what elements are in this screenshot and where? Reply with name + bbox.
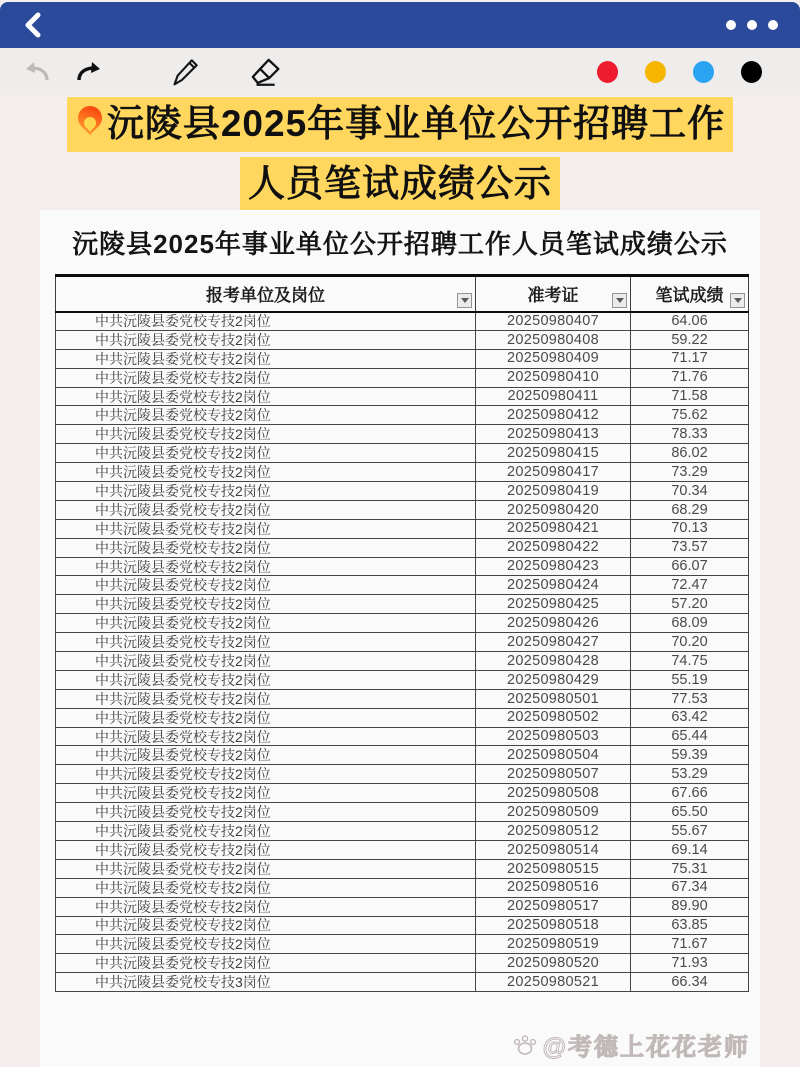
cell-unit: 中共沅陵县委党校专技2岗位 — [56, 500, 476, 519]
cell-score: 73.57 — [631, 538, 749, 557]
cell-unit: 中共沅陵县委党校专技2岗位 — [56, 312, 476, 331]
table-row — [56, 614, 749, 633]
table-row — [56, 897, 749, 916]
cell-ticket: 20250980507 — [476, 765, 631, 784]
cell-unit: 中共沅陵县委党校专技2岗位 — [56, 349, 476, 368]
table-row — [56, 557, 749, 576]
cell-score: 65.50 — [631, 803, 749, 822]
cell-unit: 中共沅陵县委党校专技2岗位 — [56, 557, 476, 576]
cell-ticket: 20250980420 — [476, 500, 631, 519]
cell-unit: 中共沅陵县委党校专技2岗位 — [56, 368, 476, 387]
cell-score: 74.75 — [631, 652, 749, 671]
cell-unit: 中共沅陵县委党校专技2岗位 — [56, 595, 476, 614]
table-row — [56, 387, 749, 406]
cell-unit: 中共沅陵县委党校专技3岗位 — [56, 973, 476, 992]
table-row — [56, 349, 749, 368]
scores-table — [55, 274, 749, 992]
pen-color-palette — [597, 61, 780, 83]
cell-unit: 中共沅陵县委党校专技2岗位 — [56, 935, 476, 954]
headline-line-1 — [0, 97, 800, 157]
cell-ticket: 20250980426 — [476, 614, 631, 633]
more-options-button[interactable] — [726, 20, 778, 30]
cell-score: 57.20 — [631, 595, 749, 614]
table-row — [56, 330, 749, 349]
cell-ticket: 20250980427 — [476, 633, 631, 652]
cell-score: 64.06 — [631, 312, 749, 331]
cell-unit: 中共沅陵县委党校专技2岗位 — [56, 387, 476, 406]
cell-ticket: 20250980515 — [476, 859, 631, 878]
cell-unit: 中共沅陵县委党校专技2岗位 — [56, 425, 476, 444]
cell-score: 63.85 — [631, 916, 749, 935]
cell-score: 55.19 — [631, 670, 749, 689]
cell-unit: 中共沅陵县委党校专技2岗位 — [56, 670, 476, 689]
cell-score: 70.20 — [631, 633, 749, 652]
table-row — [56, 519, 749, 538]
cell-ticket: 20250980419 — [476, 482, 631, 501]
filter-dropdown-icon[interactable] — [457, 293, 472, 308]
cell-score: 67.34 — [631, 878, 749, 897]
table-row — [56, 954, 749, 973]
cell-unit: 中共沅陵县委党校专技2岗位 — [56, 954, 476, 973]
undo-button[interactable] — [22, 58, 52, 86]
cell-ticket: 20250980503 — [476, 727, 631, 746]
redo-button[interactable] — [74, 58, 104, 86]
table-row — [56, 368, 749, 387]
table-row — [56, 746, 749, 765]
cell-unit: 中共沅陵县委党校专技2岗位 — [56, 689, 476, 708]
cell-score: 65.44 — [631, 727, 749, 746]
sheet-title: 沅陵县2025年事业单位公开招聘工作人员笔试成绩公示 — [72, 229, 728, 259]
cell-score: 68.29 — [631, 500, 749, 519]
cell-unit: 中共沅陵县委党校专技2岗位 — [56, 708, 476, 727]
table-row — [56, 708, 749, 727]
table-row — [56, 652, 749, 671]
cell-unit: 中共沅陵县委党校专技2岗位 — [56, 482, 476, 501]
cell-ticket: 20250980425 — [476, 595, 631, 614]
cell-score: 71.76 — [631, 368, 749, 387]
cell-ticket: 20250980423 — [476, 557, 631, 576]
cell-unit: 中共沅陵县委党校专技2岗位 — [56, 784, 476, 803]
table-header-row — [56, 276, 749, 312]
table-row — [56, 935, 749, 954]
cell-unit: 中共沅陵县委党校专技2岗位 — [56, 916, 476, 935]
redo-icon — [74, 58, 104, 86]
filter-dropdown-icon[interactable] — [730, 293, 745, 308]
pencil-button[interactable] — [170, 56, 200, 88]
cell-ticket: 20250980521 — [476, 973, 631, 992]
cell-ticket: 20250980519 — [476, 935, 631, 954]
table-row — [56, 538, 749, 557]
headline — [0, 97, 800, 217]
cell-unit: 中共沅陵县委党校专技2岗位 — [56, 406, 476, 425]
cell-score: 71.58 — [631, 387, 749, 406]
cell-ticket: 20250980410 — [476, 368, 631, 387]
color-yellow-button[interactable] — [645, 61, 666, 83]
cell-ticket: 20250980422 — [476, 538, 631, 557]
cell-score: 71.67 — [631, 935, 749, 954]
cell-ticket: 20250980509 — [476, 803, 631, 822]
cell-unit: 中共沅陵县委党校专技2岗位 — [56, 803, 476, 822]
cell-ticket: 20250980518 — [476, 916, 631, 935]
cell-ticket: 20250980424 — [476, 576, 631, 595]
cell-ticket: 20250980504 — [476, 746, 631, 765]
document-panel — [40, 210, 760, 1067]
table-row — [56, 482, 749, 501]
watermark-text: @考德上花花老师 — [542, 1034, 750, 1061]
cell-ticket: 20250980412 — [476, 406, 631, 425]
cell-ticket: 20250980512 — [476, 822, 631, 841]
color-black-button[interactable] — [741, 61, 762, 83]
table-row — [56, 425, 749, 444]
table-row — [56, 784, 749, 803]
cell-ticket: 20250980508 — [476, 784, 631, 803]
undo-icon — [22, 58, 52, 86]
cell-ticket: 20250980408 — [476, 330, 631, 349]
back-icon — [22, 12, 46, 38]
cell-score: 71.93 — [631, 954, 749, 973]
top-bar — [0, 2, 800, 48]
table-row — [56, 633, 749, 652]
table-row — [56, 595, 749, 614]
cell-unit: 中共沅陵县委党校专技2岗位 — [56, 538, 476, 557]
more-icon — [726, 20, 736, 30]
cell-unit: 中共沅陵县委党校专技2岗位 — [56, 444, 476, 463]
more-icon — [768, 20, 778, 30]
cell-unit: 中共沅陵县委党校专技2岗位 — [56, 519, 476, 538]
column-header-unit: 报考单位及岗位 — [56, 276, 476, 312]
cell-score: 70.13 — [631, 519, 749, 538]
cell-score: 59.39 — [631, 746, 749, 765]
table-row — [56, 859, 749, 878]
cell-ticket: 20250980417 — [476, 463, 631, 482]
fire-icon — [75, 104, 105, 140]
annotation-toolbar — [0, 48, 800, 95]
cell-unit: 中共沅陵县委党校专技2岗位 — [56, 897, 476, 916]
watermark — [512, 1027, 750, 1062]
cell-score: 75.62 — [631, 406, 749, 425]
cell-ticket: 20250980429 — [476, 670, 631, 689]
cell-unit: 中共沅陵县委党校专技2岗位 — [56, 463, 476, 482]
cell-score: 59.22 — [631, 330, 749, 349]
cell-unit: 中共沅陵县委党校专技2岗位 — [56, 840, 476, 859]
cell-score: 86.02 — [631, 444, 749, 463]
cell-score: 68.09 — [631, 614, 749, 633]
color-blue-button[interactable] — [693, 61, 714, 83]
table-row — [56, 727, 749, 746]
cell-ticket: 20250980407 — [476, 312, 631, 331]
table-row — [56, 670, 749, 689]
table-row — [56, 973, 749, 992]
color-red-button[interactable] — [597, 61, 618, 83]
cell-score: 53.29 — [631, 765, 749, 784]
cell-ticket: 20250980502 — [476, 708, 631, 727]
cell-ticket: 20250980501 — [476, 689, 631, 708]
cell-score: 72.47 — [631, 576, 749, 595]
column-header-ticket: 准考证 — [476, 276, 631, 312]
paw-icon — [512, 1033, 538, 1057]
cell-ticket: 20250980514 — [476, 840, 631, 859]
cell-score: 66.34 — [631, 973, 749, 992]
cell-score: 89.90 — [631, 897, 749, 916]
cell-score: 67.66 — [631, 784, 749, 803]
back-button[interactable] — [22, 11, 50, 39]
cell-unit: 中共沅陵县委党校专技2岗位 — [56, 727, 476, 746]
column-header-score: 笔试成绩 — [631, 276, 749, 312]
cell-score: 63.42 — [631, 708, 749, 727]
table-row — [56, 689, 749, 708]
cell-unit: 中共沅陵县委党校专技2岗位 — [56, 859, 476, 878]
table-row — [56, 803, 749, 822]
more-icon — [747, 20, 757, 30]
table-row — [56, 406, 749, 425]
cell-unit: 中共沅陵县委党校专技2岗位 — [56, 878, 476, 897]
cell-ticket: 20250980516 — [476, 878, 631, 897]
table-row — [56, 500, 749, 519]
cell-unit: 中共沅陵县委党校专技2岗位 — [56, 652, 476, 671]
cell-unit: 中共沅陵县委党校专技2岗位 — [56, 330, 476, 349]
table-row — [56, 765, 749, 784]
table-row — [56, 576, 749, 595]
cell-unit: 中共沅陵县委党校专技2岗位 — [56, 822, 476, 841]
headline-line-2 — [0, 157, 800, 217]
cell-unit: 中共沅陵县委党校专技2岗位 — [56, 765, 476, 784]
cell-unit: 中共沅陵县委党校专技2岗位 — [56, 614, 476, 633]
eraser-button[interactable] — [248, 56, 282, 88]
cell-score: 77.53 — [631, 689, 749, 708]
cell-ticket: 20250980415 — [476, 444, 631, 463]
cell-ticket: 20250980413 — [476, 425, 631, 444]
cell-score: 78.33 — [631, 425, 749, 444]
cell-ticket: 20250980428 — [476, 652, 631, 671]
cell-unit: 中共沅陵县委党校专技2岗位 — [56, 746, 476, 765]
headline-text-2: 人员笔试成绩公示 — [240, 157, 560, 212]
cell-ticket: 20250980520 — [476, 954, 631, 973]
cell-score: 69.14 — [631, 840, 749, 859]
eraser-icon — [248, 56, 282, 88]
cell-unit: 中共沅陵县委党校专技2岗位 — [56, 576, 476, 595]
pencil-icon — [170, 56, 200, 88]
cell-ticket: 20250980517 — [476, 897, 631, 916]
cell-score: 73.29 — [631, 463, 749, 482]
cell-ticket: 20250980421 — [476, 519, 631, 538]
cell-score: 66.07 — [631, 557, 749, 576]
headline-text-1: 沅陵县2025年事业单位公开招聘工作 — [106, 103, 726, 144]
cell-ticket: 20250980409 — [476, 349, 631, 368]
table-row — [56, 463, 749, 482]
cell-score: 55.67 — [631, 822, 749, 841]
cell-unit: 中共沅陵县委党校专技2岗位 — [56, 633, 476, 652]
cell-score: 70.34 — [631, 482, 749, 501]
cell-score: 71.17 — [631, 349, 749, 368]
table-row — [56, 822, 749, 841]
table-row — [56, 878, 749, 897]
cell-ticket: 20250980411 — [476, 387, 631, 406]
table-row — [56, 312, 749, 331]
filter-dropdown-icon[interactable] — [612, 293, 627, 308]
cell-score: 75.31 — [631, 859, 749, 878]
table-row — [56, 840, 749, 859]
table-row — [56, 916, 749, 935]
table-row — [56, 444, 749, 463]
